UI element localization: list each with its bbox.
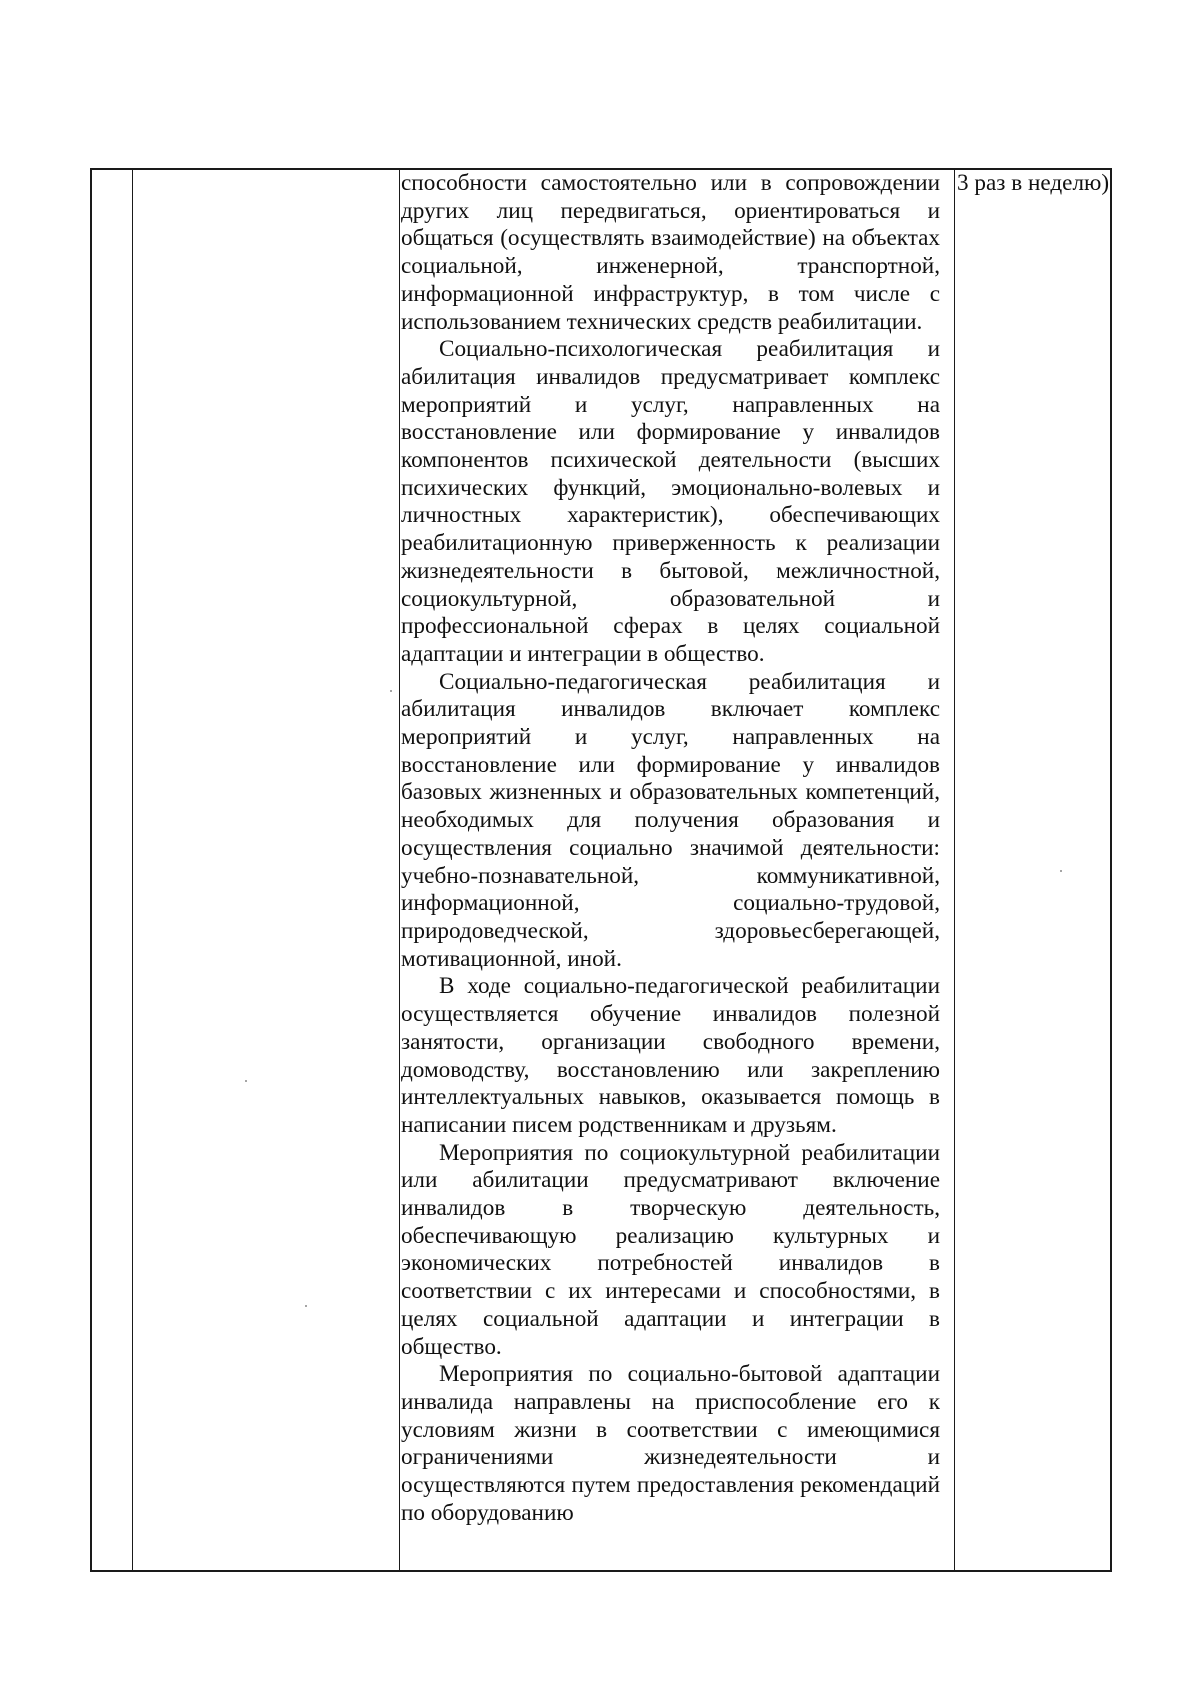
scan-speck xyxy=(305,1305,307,1307)
scan-speck xyxy=(245,1080,247,1082)
column-divider-2 xyxy=(399,170,400,1570)
scan-speck xyxy=(1060,870,1062,872)
paragraph-continuation: способности самостоятельно или в сопровождении других лиц передвигаться, ориентироваться и общаться (осуществлять взаимодействие) на объектах социальной, инженерной, транспортной, информационной инфраструктур, в том числе с использованием технических средств реабилитации. xyxy=(401,170,940,335)
paragraph-sociocultural: Мероприятия по социокультурной реабилитации или абилитации предусматривают включение инвалидов в творческую деятельность, обеспечивающую реализацию культурных и экономических потребностей инвалидов в соответствии с их интересами и способностями, в целях социальной адаптации и интеграции в общество. xyxy=(401,1139,940,1360)
description-cell xyxy=(401,170,940,1570)
paragraph-pedagogical-training: В ходе социально-педагогической реабилитации осуществляется обучение инвалидов полезной занятости, организации свободного времени, домоводству, восстановлению или закреплению интеллектуальных навыков, оказывается помощь в написании писем родственникам и друзьям. xyxy=(401,973,940,1138)
column-divider-1 xyxy=(132,170,133,1570)
scan-speck xyxy=(390,690,392,692)
column-divider-3 xyxy=(954,170,955,1570)
paragraph-social-pedagogical: Социально-педагогическая реабилитация и абилитация инвалидов включает комплекс мероприятий и услуг, направленных на восстановление или формирование у инвалидов базовых жизненных и образовательных компетенций, необходимых для получения образования и осуществления социально значимой деятельности: учебно-познавательной, коммуникативной, информационной, социально-трудовой, природоведческой, здоровьесберегающей, мотивационной, иной. xyxy=(401,668,940,972)
paragraph-social-psychological: Социально-психологическая реабилитация и абилитация инвалидов предусматривает комплекс мероприятий и услуг, направленных на восстановление или формирование у инвалидов компонентов психической деятельности (высших психических функций, эмоционально-волевых и личностных характеристик), обеспечивающих реабилитационную приверженность к реализации жизнедеятельности в бытовой, межличностной, социокультурной, образовательной и профессиональной сферах в целях социальной адаптации и интеграции в общество. xyxy=(401,336,940,667)
paragraph-social-household: Мероприятия по социально-бытовой адаптации инвалида направлены на приспособление его к условиям жизни в соответствии с имеющимися ограничениями жизнедеятельности и осуществляются путем предоставления рекомендаций по оборудованию xyxy=(401,1361,940,1526)
frequency-cell: 3 раз в неделю) xyxy=(957,170,1110,196)
